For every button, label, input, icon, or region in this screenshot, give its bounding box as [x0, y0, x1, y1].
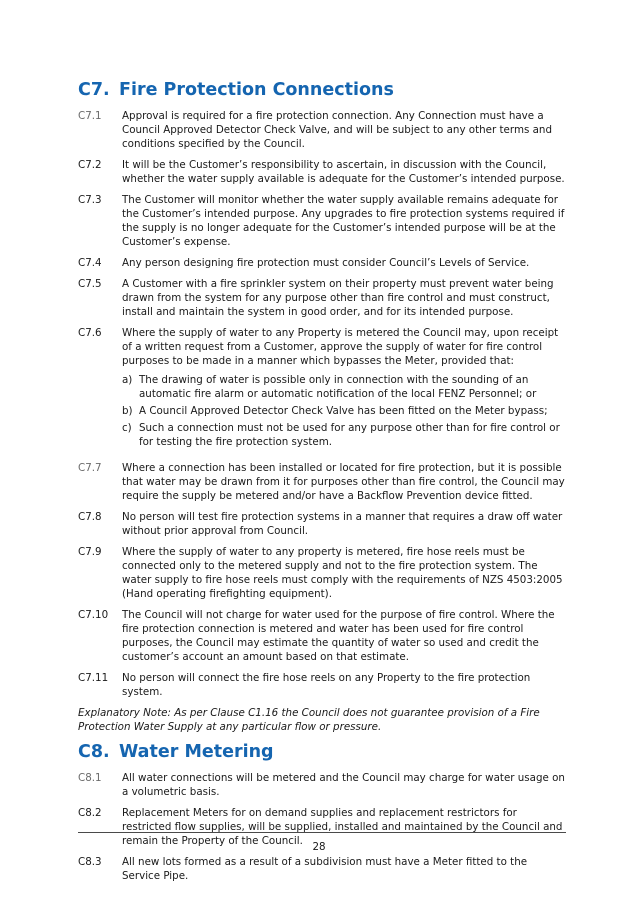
clause-c8-3 [78, 855, 566, 883]
clause-number: C8.2 [78, 807, 102, 819]
clause-number: C7.3 [78, 194, 102, 206]
section-heading-c7 [78, 80, 566, 100]
clause-c7-10 [78, 608, 566, 664]
clause-text: A Customer with a fire sprinkler system on their property must prevent water being drawn from the system for any purpose other than fire control and must construct, install and maintain the system in good order, and for its intended purpose. [122, 278, 554, 318]
clause-c7-5 [78, 277, 566, 319]
section-heading-c8 [78, 742, 566, 762]
clause-number: C7.8 [78, 511, 102, 523]
document-page [78, 80, 566, 890]
clause-c7-8 [78, 510, 566, 538]
clause-number: C7.9 [78, 546, 102, 558]
clause-number: C8.1 [78, 772, 102, 784]
clause-number: C8.3 [78, 856, 102, 868]
clause-number: C7.7 [78, 462, 102, 474]
clause-text: No person will test fire protection systems in a manner that requires a draw off water without prior approval from Council. [122, 511, 563, 537]
clause-number: C7.11 [78, 672, 109, 684]
page-number: 28 [312, 841, 326, 853]
clause-text: All new lots formed as a result of a subdivision must have a Meter fitted to the Service Pipe. [122, 856, 528, 882]
section-title: Water Metering [119, 742, 274, 762]
clause-text: Where a connection has been installed or located for fire protection, but it is possible that water may be drawn from it for purposes other than fire control, the Council may require the supply be metered and/or have a Backflow Prevention device fitted. [122, 462, 565, 502]
clause-c7-11 [78, 671, 566, 699]
footer-divider [78, 832, 566, 833]
explanatory-note: Explanatory Note: As per Clause C1.16 the Council does not guarantee provision of a Fire Protection Water Supply at any particular flow or pressure. [78, 707, 540, 733]
clause-c8-1 [78, 771, 566, 799]
clause-c7-4 [78, 256, 566, 270]
clause-c7-7 [78, 461, 566, 503]
sub-clause-text: Such a connection must not be used for any purpose other than for fire control or for testing the fire protection system. [139, 422, 560, 448]
clause-text: The Council will not charge for water used for the purpose of fire control. Where the fire protection connection is metered and water has been used for fire control purposes, the Council may estimate the quantity of water so used and credit the customer’s account an amount based on that estimate. [122, 609, 555, 663]
sub-clause-text: The drawing of water is possible only in connection with the sounding of an automatic fire alarm or automatic notification of the local FENZ Personnel; or [139, 374, 537, 400]
clause-text: Where the supply of water to any property is metered, fire hose reels must be connected only to the metered supply and not to the fire protection system. The water supply to fire hose reels must comply with the requirements of NZS 4503:2005 (Hand operating firefighting equipment). [122, 546, 563, 600]
section-number: C7. [78, 80, 110, 100]
clause-c7-1 [78, 109, 566, 151]
clause-text: The Customer will monitor whether the water supply available remains adequate for the Customer’s intended purpose. Any upgrades to fire protection systems required if the supply is no longer adequate for the Customer’s intended purpose will be at the Customer’s expense. [122, 194, 565, 248]
clause-number: C7.1 [78, 110, 102, 122]
sub-clause-label: a) [122, 374, 133, 386]
clause-number: C7.5 [78, 278, 102, 290]
clause-number: C7.10 [78, 609, 109, 621]
sub-clause-text: A Council Approved Detector Check Valve has been fitted on the Meter bypass; [139, 405, 548, 417]
clause-number: C7.2 [78, 159, 102, 171]
clause-number: C7.4 [78, 257, 102, 269]
clause-text: Approval is required for a fire protection connection. Any Connection must have a Council Approved Detector Check Valve, and will be subject to any other terms and conditions specified by the Council. [122, 110, 552, 150]
clause-c7-9 [78, 545, 566, 601]
clause-c7-3 [78, 193, 566, 249]
sub-clause-b [122, 404, 566, 418]
clause-text: No person will connect the fire hose reels on any Property to the fire protection system. [122, 672, 531, 698]
sub-clause-a [122, 373, 566, 401]
clause-text: Any person designing fire protection must consider Council’s Levels of Service. [122, 257, 530, 269]
clause-c7-2 [78, 158, 566, 186]
section-number: C8. [78, 742, 110, 762]
clause-text: All water connections will be metered and the Council may charge for water usage on a volumetric basis. [122, 772, 565, 798]
sub-clause-label: c) [122, 422, 132, 434]
clause-number: C7.6 [78, 327, 102, 339]
clause-text: Where the supply of water to any Property is metered the Council may, upon receipt of a written request from a Customer, approve the supply of water for fire control purposes to be made in a manner which bypasses the Meter, provided that: [122, 327, 559, 367]
section-title: Fire Protection Connections [119, 80, 394, 100]
clause-body [122, 326, 566, 449]
sub-clause-c [122, 421, 566, 449]
clause-text: Replacement Meters for on demand supplies and replacement restrictors for restricted flow supplies, will be supplied, installed and maintained by the Council and remain the Property of the Council. [122, 807, 563, 847]
clause-c7-6 [78, 326, 566, 449]
sub-clause-label: b) [122, 405, 133, 417]
clause-text: It will be the Customer’s responsibility to ascertain, in discussion with the Council, whether the water supply available is adequate for the Customer’s intended purpose. [122, 159, 565, 185]
